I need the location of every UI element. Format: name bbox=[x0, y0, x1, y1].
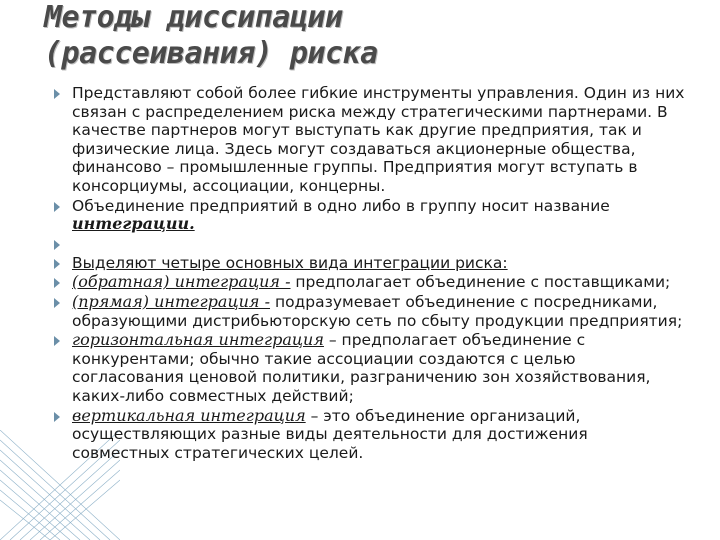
bullet-item bbox=[50, 293, 690, 330]
bullet-text: подразумевает объединение с посредниками, образующими дистрибьюторскую сеть по сбыту продукции предприятия; bbox=[72, 292, 683, 330]
arrow-bullet-icon bbox=[54, 298, 60, 308]
bullet-heading: Выделяют четыре основных вида интеграции риска: bbox=[72, 253, 508, 272]
bullet-item bbox=[50, 273, 690, 292]
term-vertical-integration: вертикальная интеграция bbox=[72, 405, 306, 425]
arrow-bullet-icon bbox=[54, 202, 60, 212]
term-horizontal-integration: горизонтальная интеграция bbox=[72, 330, 324, 350]
bullet-item bbox=[50, 331, 690, 405]
bullet-item bbox=[50, 84, 690, 196]
bullet-list bbox=[50, 84, 690, 463]
term-forward-integration: (прямая) интеграция - bbox=[72, 291, 271, 311]
slide-title bbox=[44, 0, 378, 72]
bullet-item-empty bbox=[50, 235, 690, 253]
arrow-bullet-icon bbox=[54, 240, 60, 250]
term-integration: интеграции. bbox=[72, 214, 195, 234]
arrow-bullet-icon bbox=[54, 278, 60, 288]
bullet-text: Представляют собой более гибкие инструменты управления. Один из них связан с распределением риска между стратегическими партнерами. В качестве партнеров могут выступать как другие предприятия, так и физические лица. Здесь могут создаваться акционерные общества, финансово – промышленные группы. Предприятия могут вступать в консорциумы, ассоциации, концерны. bbox=[72, 84, 685, 195]
bullet-item bbox=[50, 197, 690, 234]
arrow-bullet-icon bbox=[54, 259, 60, 269]
bullet-item bbox=[50, 254, 690, 273]
arrow-bullet-icon bbox=[54, 89, 60, 99]
arrow-bullet-icon bbox=[54, 412, 60, 422]
bullet-text: – это объединение организаций, осуществляющих разные виды деятельности для достижения совместных стратегических целей. bbox=[72, 406, 588, 462]
bullet-item bbox=[50, 407, 690, 463]
title-line-1: Методы диссипации bbox=[44, 0, 343, 35]
bullet-text: – предполагает объединение с конкурентами; обычно такие ассоциации создаются с целью согласования ценовой политики, разграничению зон хозяйствования, каких-либо совместных действий; bbox=[72, 331, 651, 405]
title-line-2: (рассеивания) риска bbox=[44, 36, 378, 71]
arrow-bullet-icon bbox=[54, 336, 60, 346]
bullet-text: Объединение предприятий в одно либо в группу носит название bbox=[72, 196, 610, 215]
term-backward-integration: (обратная) интеграция - bbox=[72, 272, 291, 292]
bullet-text: предполагает объединение с поставщиками; bbox=[290, 273, 671, 292]
